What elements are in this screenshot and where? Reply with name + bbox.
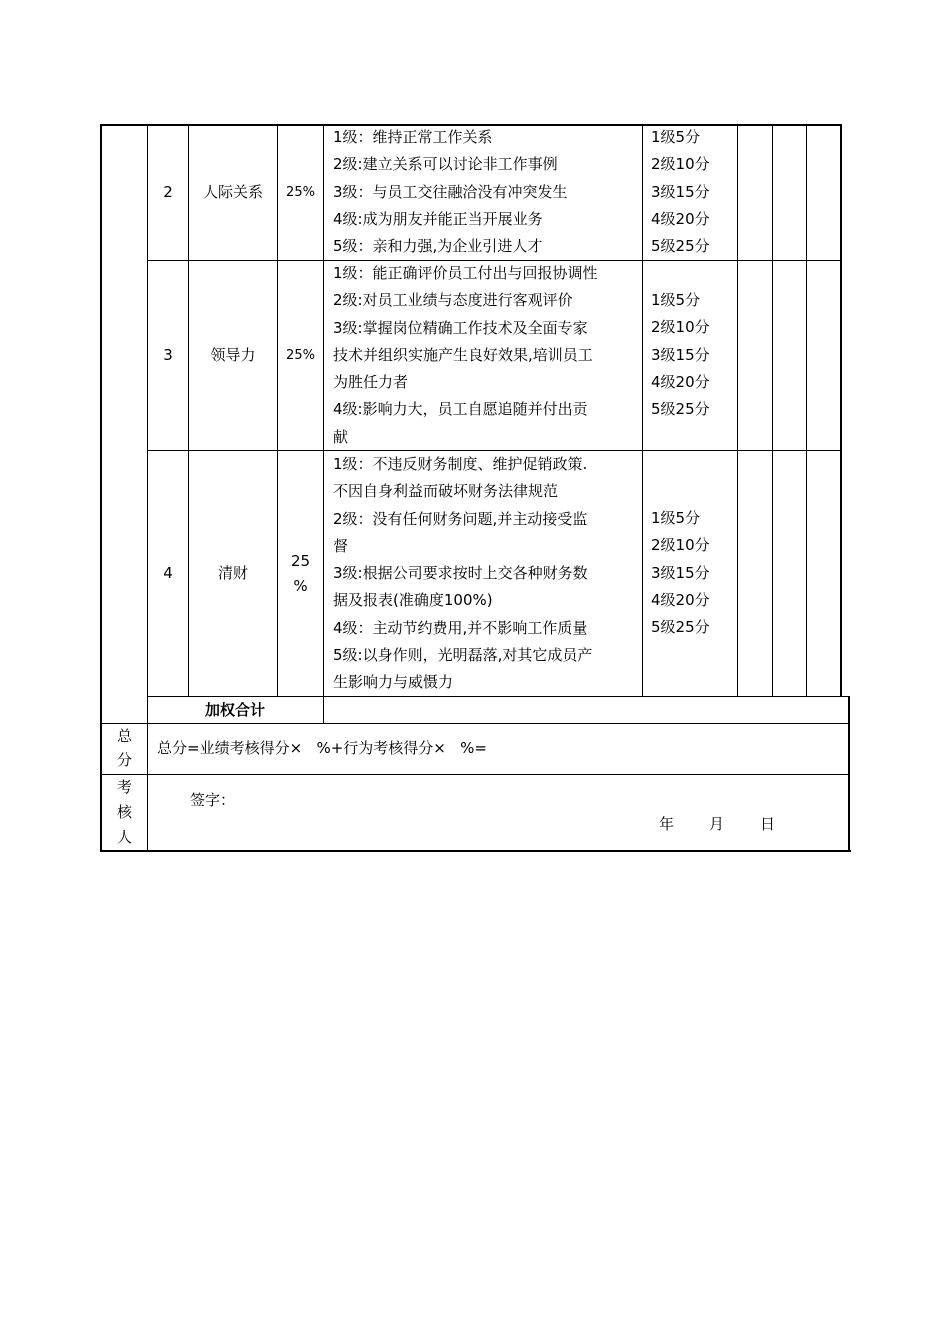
item-name: 人际关系 (202, 183, 263, 201)
level-description: 据及报表(准确度100%) (333, 591, 493, 610)
reviewer-label: 核 (116, 803, 132, 821)
level-description: 献 (333, 427, 349, 446)
level-description: 3级：与员工交往融洽没有冲突发生 (333, 182, 568, 201)
level-description: 3级:掌握岗位精确工作技术及全面专家 (333, 318, 588, 337)
col-divider (277, 124, 278, 696)
level-score: 5级25分 (651, 237, 710, 256)
col-divider (737, 124, 738, 696)
table-bottom-border (100, 850, 851, 852)
item-weight: 25% (286, 348, 315, 363)
level-description: 5级:以身作则，光明磊落,对其它成员产 (333, 646, 593, 665)
item-name: 领导力 (210, 346, 256, 364)
level-descriptions (333, 451, 592, 697)
row-number: 2 (163, 183, 173, 201)
level-description: 5级：亲和力强,为企业引进人才 (333, 237, 543, 256)
level-description: 督 (333, 536, 349, 555)
item-weight-unit: % (293, 577, 308, 595)
total-label: 总 (116, 727, 132, 745)
col-divider (323, 124, 324, 724)
level-description: 3级:根据公司要求按时上交各种财务数 (333, 564, 588, 583)
level-description: 1级：不违反财务制度、维护促销政策. (333, 455, 588, 473)
level-score: 1级5分 (651, 291, 701, 309)
signature-label: 签字： (190, 791, 236, 809)
level-description: 4级:成为朋友并能正当开展业务 (333, 209, 543, 228)
total-label: 分 (116, 751, 132, 769)
col-divider (642, 124, 643, 696)
level-description: 1级：维持正常工作关系 (333, 128, 493, 146)
level-scores (651, 287, 710, 423)
col-divider (772, 124, 773, 696)
col-divider (188, 124, 189, 696)
level-score: 3级15分 (651, 563, 710, 582)
level-scores (651, 124, 710, 260)
level-score: 4级20分 (651, 209, 710, 228)
level-score: 2级10分 (651, 318, 710, 337)
reviewer-label: 考 (116, 778, 132, 796)
level-score: 2级10分 (651, 536, 710, 555)
level-score: 3级15分 (651, 182, 710, 201)
level-score: 2级10分 (651, 155, 710, 174)
table-right-border (848, 696, 850, 852)
level-description: 2级：没有任何财务问题,并主动接受监 (333, 509, 588, 528)
total-formula: 总分=业绩考核得分× %+行为考核得分× %= (157, 739, 487, 757)
col-divider (806, 124, 807, 696)
row-divider (100, 774, 850, 775)
reviewer-label: 人 (116, 828, 132, 846)
level-descriptions (333, 124, 568, 260)
level-score: 1级5分 (651, 128, 701, 146)
level-score: 5级25分 (651, 400, 710, 419)
level-score: 5级25分 (651, 618, 710, 637)
level-description: 为胜任力者 (333, 373, 409, 392)
level-description: 1级：能正确评价员工付出与回报协调性 (333, 264, 598, 282)
level-score: 4级20分 (651, 372, 710, 391)
level-scores (651, 505, 710, 641)
date-year: 年 (659, 815, 675, 833)
level-description: 技术并组织实施产生良好效果,培训员工 (333, 345, 593, 364)
col-divider (147, 124, 148, 851)
level-description: 4级:影响力大，员工自愿追随并付出贡 (333, 400, 588, 419)
level-score: 4级20分 (651, 590, 710, 609)
row-number: 4 (163, 564, 173, 582)
level-description: 2级:对员工业绩与态度进行客观评价 (333, 291, 573, 310)
item-name: 清财 (217, 564, 248, 582)
item-weight: 25 (290, 552, 311, 570)
level-description: 生影响力与威慑力 (333, 673, 454, 692)
date-day: 日 (760, 815, 776, 833)
weighted-total-label: 加权合计 (204, 701, 265, 719)
table-right-border (840, 124, 842, 696)
level-score: 1级5分 (651, 509, 701, 527)
level-score: 3级15分 (651, 345, 710, 364)
row-number: 3 (163, 346, 173, 364)
level-descriptions (333, 260, 598, 451)
date-month: 月 (709, 815, 725, 833)
level-description: 不因自身利益而破坏财务法律规范 (333, 482, 559, 501)
item-weight: 25% (286, 185, 315, 200)
level-description: 2级:建立关系可以讨论非工作事例 (333, 155, 558, 174)
level-description: 4级：主动节约费用,并不影响工作质量 (333, 618, 588, 637)
